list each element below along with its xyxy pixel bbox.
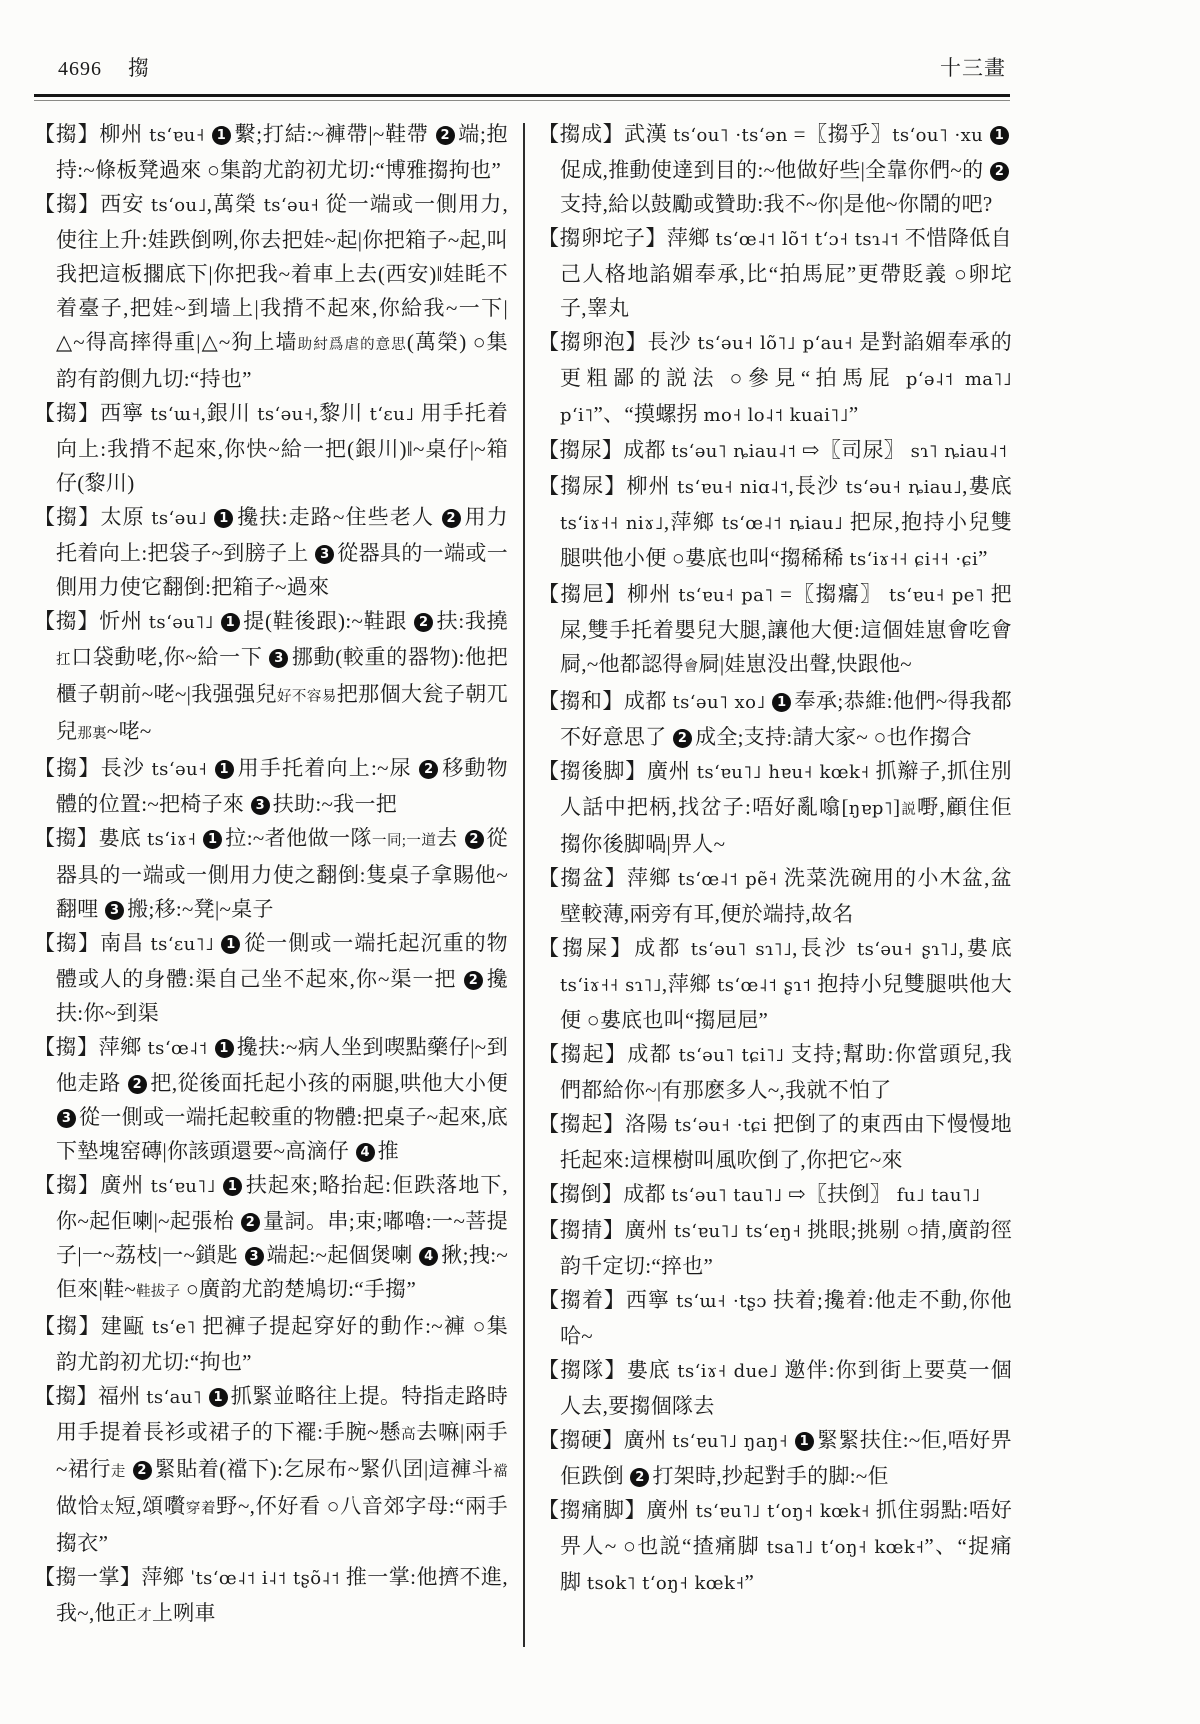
entry-text: 搬;移:~凳|~桌子: [127, 897, 274, 921]
entry-text: 【搊】廣州: [34, 1173, 151, 1197]
entry-text: 【搊尿】成都: [538, 438, 672, 462]
header-rule: [34, 94, 1010, 101]
entry-text: 【搊掅】廣州: [538, 1218, 674, 1242]
entry-text: =〖搊乎〗: [787, 122, 893, 146]
entry-text: 【搊㞎】柳州: [538, 582, 679, 606]
entry-text: 奉承;恭維:他們~得我都不好意思了: [560, 689, 1012, 749]
page-number: 4696: [58, 58, 102, 80]
circled-number: 2: [133, 1461, 152, 1480]
entry-text: 把,從後面托起小孩的兩腿,哄他大小便: [149, 1071, 508, 1095]
small-gloss: 一同;一道: [372, 833, 437, 849]
circled-number: 3: [245, 1247, 264, 1266]
entry-text: ○廣韵尤韵楚鳩切:“手搊”: [180, 1277, 417, 1301]
entry-text: 【搊和】成都: [538, 689, 673, 713]
dict-entry: [34, 821, 508, 926]
phonetic-transcription: tsʻəu˧ ·tɕi: [674, 1115, 768, 1136]
dict-entry: [538, 577, 1012, 684]
phonetic-transcription: tsʻəu˥ tɕi˥˩: [678, 1045, 785, 1066]
dict-entry: [34, 117, 508, 187]
entry-text: [216, 1173, 222, 1197]
small-gloss: 助紂爲虐的意思: [297, 337, 407, 353]
phonetic-transcription: tsʻɐu˧ pa˥: [678, 585, 774, 606]
phonetic-transcription: tsʻəu˧ lõ˥˩ pʻau˧: [697, 333, 854, 354]
phonetic-transcription: tʻɛu˩: [369, 404, 415, 425]
dict-entry: [538, 1213, 1012, 1283]
circled-number: 1: [795, 1432, 814, 1451]
entry-text: 【搊】柳州: [34, 122, 150, 146]
dict-entry: [34, 1309, 508, 1379]
phonetic-transcription: tsʻou˩: [150, 195, 207, 216]
circled-number: 2: [464, 971, 483, 990]
dict-entry: [538, 117, 1012, 221]
entry-text: 提(鞋後跟):~鞋跟: [242, 609, 414, 633]
entry-text: ,婁底: [958, 936, 1013, 960]
phonetic-transcription: tsʻœ˨˦ pẽ˧: [677, 869, 778, 890]
entry-text: 【搊尿】柳州: [538, 474, 678, 498]
circled-number: 2: [128, 1075, 147, 1094]
entry-text: 【搊】西寧: [34, 401, 151, 425]
entry-text: ”: [978, 546, 988, 570]
small-gloss: 會: [683, 659, 699, 675]
entry-text: 去嘛|兩手~裙行: [56, 1420, 508, 1481]
entry-text: 【搊一掌】萍鄉: [34, 1565, 191, 1589]
small-gloss: 太: [99, 1501, 115, 1517]
phonetic-transcription: tsʻœ˨˦ ȵiau˩: [721, 513, 844, 534]
entry-text: 【搊】長沙: [34, 756, 152, 780]
entry-text: 嘢,顧住佢搊你後脚喎|畀人~: [560, 795, 1012, 856]
entry-text: 移動物體的位置:~把椅子來: [56, 756, 508, 816]
rule-thick: [34, 94, 1010, 97]
entry-text: 扶:我撓: [436, 609, 508, 633]
entry-text: 上咧車: [151, 1601, 216, 1625]
entry-text: 【搊盆】萍鄉: [538, 866, 678, 890]
guide-character: 搊: [128, 56, 150, 80]
entry-text: [205, 122, 211, 146]
entry-text: 量詞。串;束;嘟嚕:一~菩提子|一~荔枝|一~鎖匙: [56, 1209, 508, 1267]
phonetic-transcription: tsʻəu˥ tau˥˩: [671, 1185, 783, 1206]
entry-text: 攙扶:~病人坐到喫點藥仔|~到他走路: [56, 1035, 508, 1095]
circled-number: 3: [269, 649, 288, 668]
entry-text: 扶助:~我一把: [272, 792, 398, 816]
dict-entry: [34, 396, 508, 500]
phonetic-transcription: tsʻəu˧ ȵiau˩: [845, 477, 963, 498]
entry-text: 端;抱持:~條板凳過來 ○集韵尤韵初尤切:“博雅搊拘也”: [56, 122, 508, 182]
dict-entry: [538, 469, 1012, 577]
entry-text: 把那個大瓮子朝兀兒: [56, 682, 509, 743]
entry-text: 攙扶:你~到渠: [56, 967, 508, 1025]
entry-text: [983, 122, 989, 146]
small-gloss: 高: [401, 1427, 417, 1443]
entry-text: [207, 505, 213, 529]
phonetic-transcription: ŋɐp˥: [848, 798, 894, 819]
phonetic-transcription: tsʻe˥: [151, 1317, 196, 1338]
circled-number: 1: [214, 509, 233, 528]
entry-text: 用手托着向上:我揹不起來,你快~給一把(銀川)‖~桌仔|~箱仔(黎川): [56, 401, 509, 495]
phonetic-transcription: tsʻəu˥ ȵiau˨˦: [671, 441, 797, 462]
phonetic-transcription: pʻə˨˦ ma˥˩ pʻi˥: [560, 369, 1012, 426]
entry-text: [766, 689, 772, 713]
circled-number: 3: [105, 901, 124, 920]
dict-entry: [34, 1560, 508, 1633]
phonetic-transcription: tsʻɐu˧ niɑ˨˦: [677, 477, 789, 498]
entry-text: 【搊卵坨子】萍鄉: [538, 226, 716, 250]
entry-text: 用力托着向上:把袋子~到膀子上: [56, 505, 508, 565]
phonetic-transcription: tsʻiɤ˧: [147, 829, 197, 850]
dict-entry: [34, 751, 508, 821]
entry-text: 從一側或一端托起較重的物體:把桌子~起來,底下墊塊窑磚|你該頭還要~高滴仔: [56, 1105, 508, 1163]
small-gloss: 走: [110, 1464, 126, 1480]
entry-text: 揪;拽:~佢來|鞋~: [56, 1243, 508, 1301]
circled-number: 2: [442, 509, 461, 528]
entry-text: 短,頌嚽: [114, 1494, 186, 1518]
phonetic-transcription: tsʻɐu˥˩ ŋaŋ˧: [672, 1431, 789, 1452]
entry-text: 促成,推動使達到目的:~他做好些|全靠你們~的: [560, 158, 989, 182]
phonetic-transcription: tsʻɯ˧: [150, 404, 201, 425]
entry-text: 【搊卵泡】長沙: [538, 330, 698, 354]
entry-text: ”、“捉痛脚: [560, 1534, 1012, 1594]
entry-text: 【搊】太原: [34, 505, 152, 529]
dict-entry: [538, 931, 1012, 1037]
entry-text: 洗菜洗碗用的小木盆,盆壁較薄,兩旁有耳,便於端持,故名: [560, 866, 1012, 926]
entry-text: 做恰: [56, 1494, 100, 1518]
entry-text: 支持,給以鼓勵或贊助:我不~你|是他~你鬧的吧?: [560, 192, 993, 216]
entry-text: 推: [377, 1139, 399, 1163]
circled-number: 2: [419, 760, 438, 779]
entry-text: ,銀川: [200, 401, 258, 425]
dict-entry: [538, 1107, 1012, 1177]
phonetic-transcription: tsʻəu˧ ʂɿ˥˩: [856, 939, 959, 960]
entry-text: 用手托着向上:~尿: [236, 756, 419, 780]
phonetic-transcription: mo˧ lo˨˦ kuai˥˩: [703, 405, 849, 426]
entry-text: 挑眼;挑剔 ○掅,廣韵徑韵千定切:“捽也”: [560, 1218, 1012, 1278]
dict-entry: [538, 1037, 1012, 1107]
phonetic-transcription: tsʻəu˥ sɿ˥˩: [690, 939, 793, 960]
small-gloss: 穿着: [185, 1501, 217, 1517]
dict-entry: [538, 433, 1012, 469]
stroke-section-label: 十三畫: [940, 56, 1006, 80]
phonetic-transcription: tsʻɐu˥˩ tʻoŋ˧ kœk˧: [695, 1501, 870, 1522]
entry-text: 是對諂媚奉承的更粗鄙的説法 ○參見“拍馬屁: [560, 330, 1012, 390]
entry-text: 【搊起】洛陽: [538, 1112, 675, 1136]
right-column: [538, 117, 1012, 1601]
entry-text: 攙扶:走路~住些老人: [236, 505, 441, 529]
entry-text: ,長沙: [788, 474, 846, 498]
left-column: [34, 117, 508, 1633]
dict-entry: [538, 221, 1012, 325]
column-divider: [523, 123, 525, 1647]
entry-text: 【搊隊】婁底: [538, 1358, 678, 1382]
phonetic-transcription: tsʻou˥ ·xu: [892, 125, 984, 146]
entry-text: ”: [848, 402, 859, 426]
dict-entry: [538, 861, 1012, 931]
entry-text: 【搊成】武漢: [538, 122, 674, 146]
entry-text: ⇨〖扶倒〗: [782, 1182, 897, 1206]
entry-text: 去: [436, 826, 464, 850]
dict-entry: [34, 187, 508, 396]
dict-entry: [538, 684, 1012, 754]
entry-text: 把屎,雙手托着嬰兒大腿,讓他大便:這個娃崽會吃會屙,~他都認得: [560, 582, 1012, 676]
entry-text: 【搊痛脚】廣州: [538, 1498, 696, 1522]
entry-text: 【搊】西安: [34, 192, 151, 216]
phonetic-transcription: fu˩ tau˥˩: [896, 1185, 981, 1206]
phonetic-transcription: tsʻɯ˧ ·tʂɔ: [676, 1291, 767, 1312]
circled-number: 2: [436, 126, 455, 145]
entry-text: 【搊硬】廣州: [538, 1428, 673, 1452]
circled-number: 1: [203, 830, 222, 849]
phonetic-transcription: tsʻɐu˥˩ hɐu˧ kœk˧: [696, 762, 870, 783]
entry-text: ”、“摸螺拐: [593, 402, 704, 426]
phonetic-transcription: tsʻɛu˥˩: [150, 934, 215, 955]
entry-text: [196, 826, 202, 850]
dict-entry: [538, 754, 1012, 861]
phonetic-transcription: sɿ˥ ȵiau˨˦: [910, 441, 1008, 462]
circled-number: 2: [414, 613, 433, 632]
entry-text: ,萍鄉: [663, 510, 722, 534]
entry-text: 支持;幫助:你當頭兒,我們都給你~|有那麽多人~,我就不怕了: [560, 1042, 1012, 1102]
entry-text: 屙|娃崽没出聲,快跟他~: [698, 652, 912, 676]
entry-text: 不惜降低自己人格地諂媚奉承,比“拍馬屁”更帶貶義 ○卵坨子,睾丸: [560, 226, 1012, 320]
entry-text: 【搊】建甌: [34, 1314, 152, 1338]
entry-text: ,萬榮: [206, 192, 264, 216]
entry-text: 挪動(較重的器物):他把櫃子朝前~咾~|我强强兒: [56, 645, 508, 706]
phonetic-transcription: tsʻəu˧: [263, 195, 320, 216]
entry-text: [208, 1035, 214, 1059]
entry-text: 【搊後脚】廣州: [538, 759, 697, 783]
entry-text: [214, 609, 220, 633]
header-left: [58, 52, 150, 82]
circled-number: 1: [221, 613, 240, 632]
entry-text: [202, 1384, 208, 1408]
entry-text: 從一側或一端托起沉重的物體或人的身體:渠自己坐不起來,你~渠一把: [56, 931, 508, 991]
entry-text: ]: [893, 795, 901, 819]
entry-text: [126, 1457, 132, 1481]
entry-text: 把尿,抱持小兒雙腿哄他小便 ○婁底也叫“搊稀稀: [560, 510, 1012, 570]
circled-number: 2: [673, 729, 692, 748]
small-gloss: 襠: [493, 1464, 509, 1480]
entry-text: 【搊屎】成都: [538, 936, 691, 960]
entry-text: 抓緊並略往上提。特指走路時用手提着長衫或裙子的下襬:手腕~懸: [56, 1384, 508, 1444]
entry-text: 【搊】婁底: [34, 826, 148, 850]
circled-number: 3: [315, 545, 334, 564]
entry-text: 拉:~者他做一隊: [225, 826, 372, 850]
entry-text: [788, 1428, 794, 1452]
phonetic-transcription: tsʻœ˨˦: [147, 1038, 208, 1059]
entry-text: 推一掌:他擠不進,我~,他正: [56, 1565, 508, 1625]
entry-text: ~咾~: [106, 719, 152, 743]
page-header: [34, 0, 1010, 94]
entry-text: ,萍鄉: [661, 972, 718, 996]
entry-text: ,黎川: [312, 401, 370, 425]
entry-text: 從器具的一端或一側用力使它翻倒:把箱子~過來: [56, 541, 508, 599]
entry-text: 從器具的一端或一側用力使之翻倒:隻桌子拿賜他~翻哩: [56, 826, 508, 921]
small-gloss: 才: [137, 1608, 152, 1624]
dict-entry: [34, 1379, 508, 1560]
entry-text: 抓住弱點:唔好畀人~ ○也説“揸痛脚: [560, 1498, 1013, 1558]
entry-text: 【搊】福州: [34, 1384, 147, 1408]
entry-text: 邀伴:你到街上要莫一個人去,要搊個隊去: [560, 1358, 1013, 1418]
circled-number: 3: [251, 796, 270, 815]
phonetic-transcription: tsʻiɤ˧˧ sɿ˥˩: [560, 975, 662, 996]
entry-text: 扶着;攙着:他走不動,你他哈~: [560, 1288, 1012, 1348]
phonetic-transcription: tsʻiɤ˧˧ niɤ˩: [560, 513, 664, 534]
small-gloss: 鞋拔子: [136, 1284, 181, 1300]
entry-text: 抓辮子,抓住別人話中把柄,找岔子:唔好亂噏[: [560, 759, 1012, 819]
phonetic-transcription: tsʻəu˥ xo˩: [672, 692, 766, 713]
phonetic-transcription: tsʻəu˧: [151, 759, 208, 780]
circled-number: 3: [57, 1109, 76, 1128]
phonetic-transcription: tsʻəu˥˩: [148, 612, 214, 633]
phonetic-transcription: tsʻœ˨˦ lõ˦ tʻɔ˧ tsɿ˨˦: [715, 229, 900, 250]
circled-number: 1: [990, 126, 1009, 145]
entry-text: 口袋動咾,你~給一下: [71, 645, 269, 669]
entry-text: 【搊】南昌: [34, 931, 151, 955]
phonetic-transcription: tsʻœ˨˦ ʂɿ˦: [717, 975, 812, 996]
entry-text: 把倒了的東西由下慢慢地托起來:這棵樹叫風吹倒了,你把它~來: [560, 1112, 1012, 1172]
phonetic-transcription: tsʻau˥: [146, 1387, 203, 1408]
entry-text: 扶起來;略抬起:佢跌落地下,你~起佢喇|~起張枱: [56, 1173, 508, 1233]
phonetic-transcription: tsok˥ tʻoŋ˧ kœk˧: [586, 1573, 745, 1594]
phonetic-transcription: tsʻɐu˥˩ tsʻeŋ˧: [674, 1221, 802, 1242]
entry-text: 【搊】萍鄉: [34, 1035, 148, 1059]
entry-text: =〖搊癟〗: [773, 582, 889, 606]
dict-entry: [34, 1030, 508, 1168]
entry-text: ,長沙: [792, 936, 857, 960]
phonetic-transcription: tsʻɐu˥˩: [150, 1176, 216, 1197]
entry-text: 繫;打結:~褲帶|~鞋帶: [233, 122, 435, 146]
entry-text: 【搊倒】成都: [538, 1182, 672, 1206]
entry-text: ,婁底: [962, 474, 1012, 498]
entry-text: 成全;支持:請大家~ ○也作搊合: [695, 725, 972, 749]
entry-text: 從一端或一側用力,使往上升:娃跌倒咧,你去把娃~起|你把箱子~起,叫我把這板擱底下|你把我~着車上去(西安)‖娃眊不着臺子,把娃~到墙上|我揹不起來,你給我~一下|△~得高摔得重|△~狗上墙: [56, 192, 508, 354]
circled-number: 4: [419, 1247, 438, 1266]
dict-entry: [538, 1423, 1012, 1493]
dict-entry: [34, 500, 508, 604]
small-gloss: 那裏: [77, 726, 107, 742]
circled-number: 2: [630, 1468, 649, 1487]
rule-thin: [34, 100, 1010, 101]
circled-number: 1: [209, 1388, 228, 1407]
dict-entry: [34, 926, 508, 1030]
circled-number: 1: [221, 935, 240, 954]
phonetic-transcription: tsʻɐu˧ pe˥: [888, 585, 985, 606]
entry-text: 野~,伓好看 ○八音郊字母:“兩手搊衣”: [56, 1494, 508, 1555]
phonetic-transcription: tsʻiɤ˧ due˩: [677, 1361, 778, 1382]
dict-entry: [538, 1177, 1012, 1213]
phonetic-transcription: tsʻou˥ ·tsʻən: [673, 125, 788, 146]
entry-text: 【搊着】西寧: [538, 1288, 677, 1312]
circled-number: 2: [990, 162, 1009, 181]
dict-entry: [538, 1283, 1012, 1353]
entry-text: 緊緊扶住:~佢,唔好畀佢跌倒: [560, 1428, 1012, 1488]
entry-text: (萬榮) ○集韵有韵側九切:“持也”: [56, 330, 508, 391]
entry-text: 打架時,抄起對手的脚:~佢: [652, 1464, 889, 1488]
circled-number: 1: [772, 693, 791, 712]
circled-number: 1: [215, 1039, 234, 1058]
entry-text: 把褲子提起穿好的動作:~褲 ○集韵尤韵初尤切:“拘也”: [56, 1314, 508, 1374]
entry-text: 緊貼着(襠下):乞尿布~緊仈囝|這褲斗: [154, 1457, 494, 1481]
circled-number: 1: [215, 760, 234, 779]
small-gloss: 扛: [56, 652, 72, 668]
dict-entry: [538, 1353, 1012, 1423]
entry-text: 【搊起】成都: [538, 1042, 679, 1066]
small-gloss: 説: [900, 802, 918, 818]
entry-text: [207, 756, 213, 780]
dict-entry: [538, 325, 1012, 433]
entry-text: ”: [744, 1570, 755, 1594]
phonetic-transcription: tsʻɐu˧: [149, 125, 205, 146]
circled-number: 1: [223, 1177, 242, 1196]
circled-number: 2: [465, 830, 484, 849]
phonetic-transcription: tsʻəu˩: [151, 508, 207, 529]
dict-entry: [34, 1168, 508, 1309]
entry-text: 抱持小兒雙腿哄他大便 ○婁底也叫“搊㞎㞎”: [560, 972, 1013, 1032]
phonetic-transcription: tsa˥˩ tʻoŋ˧ kœk˧: [766, 1537, 925, 1558]
small-gloss: 好不容易: [276, 689, 337, 705]
dict-entry: [538, 1493, 1012, 1601]
phonetic-transcription: ˈtsʻœ˨˦ i˨˦ tʂõ˨˦: [190, 1568, 340, 1589]
entry-text: ⇨〖司尿〗: [796, 438, 911, 462]
phonetic-transcription: tsʻiɤ˧˧ ɕi˧˧ ·ɕi: [849, 549, 979, 570]
dict-entry: [34, 604, 508, 751]
page-content: [34, 0, 1013, 1625]
phonetic-transcription: tsʻəu˧: [257, 404, 313, 425]
circled-number: 1: [212, 126, 231, 145]
entry-text: 端起:~起個煲喇: [266, 1243, 419, 1267]
circled-number: 4: [356, 1143, 375, 1162]
entry-text: 【搊】忻州: [34, 609, 149, 633]
entry-text: [214, 931, 220, 955]
circled-number: 2: [241, 1213, 260, 1232]
